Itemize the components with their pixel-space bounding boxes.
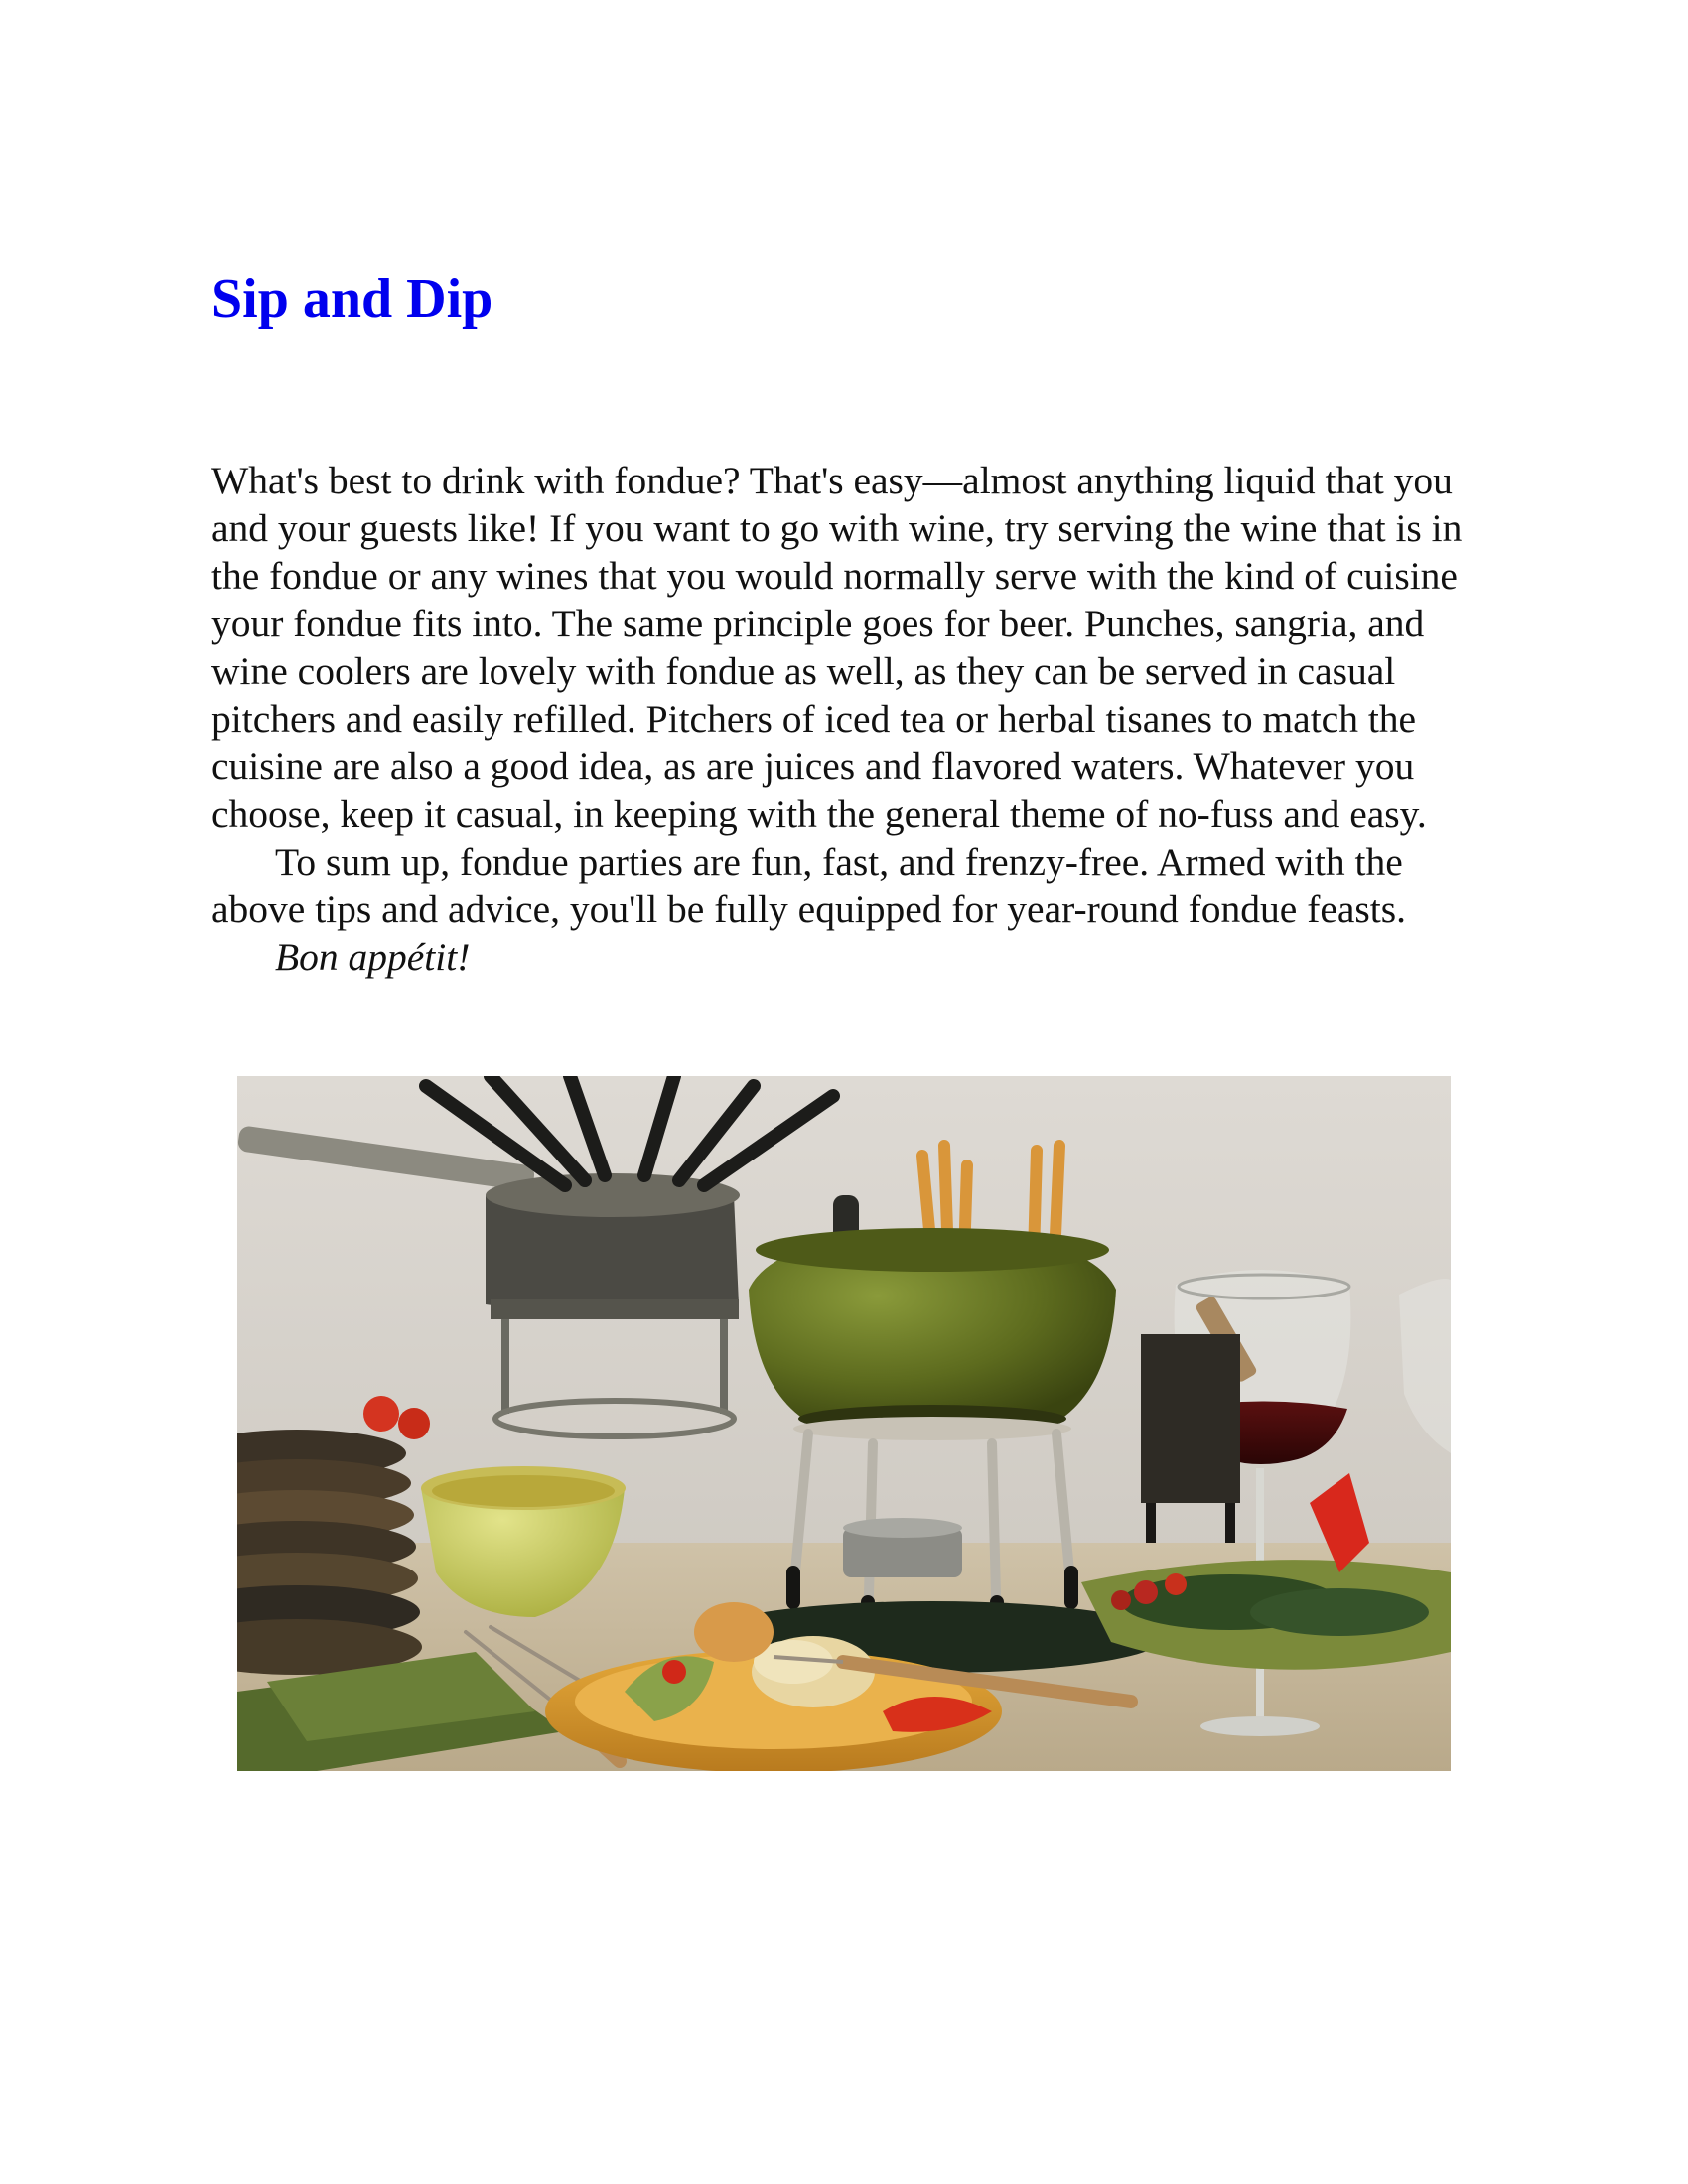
page-title: Sip and Dip	[211, 268, 493, 330]
article-body	[211, 457, 1502, 981]
closing-phrase: Bon appétit!	[275, 935, 471, 979]
body-paragraph: What's best to drink with fondue? That's easy—almost anything liquid that you and your guests like! If you want to go with wine, try serving the wine that is in the fondue or any wines that you would normally serve with the kind of cuisine your fondue fits into. The same principle goes for beer. Punches, sangria, and wine coolers are lovely with fondue as well, as they can be served in casual pitchers and easily refilled. Pitchers of iced tea or herbal tisanes to match the cuisine are also a good idea, as are juices and flavored waters. Whatever you choose, keep it casual, in keeping with the general theme of no-fuss and easy.	[211, 459, 1463, 836]
body-paragraph-text: To sum up, fondue parties are fun, fast, and frenzy-free. Armed with the above tips and advice, you'll be fully equipped for year-round fondue feasts.	[211, 840, 1407, 931]
fondue-illustration	[237, 1076, 1451, 1771]
body-paragraph	[211, 838, 1502, 981]
fondue-photo	[237, 1076, 1451, 1771]
